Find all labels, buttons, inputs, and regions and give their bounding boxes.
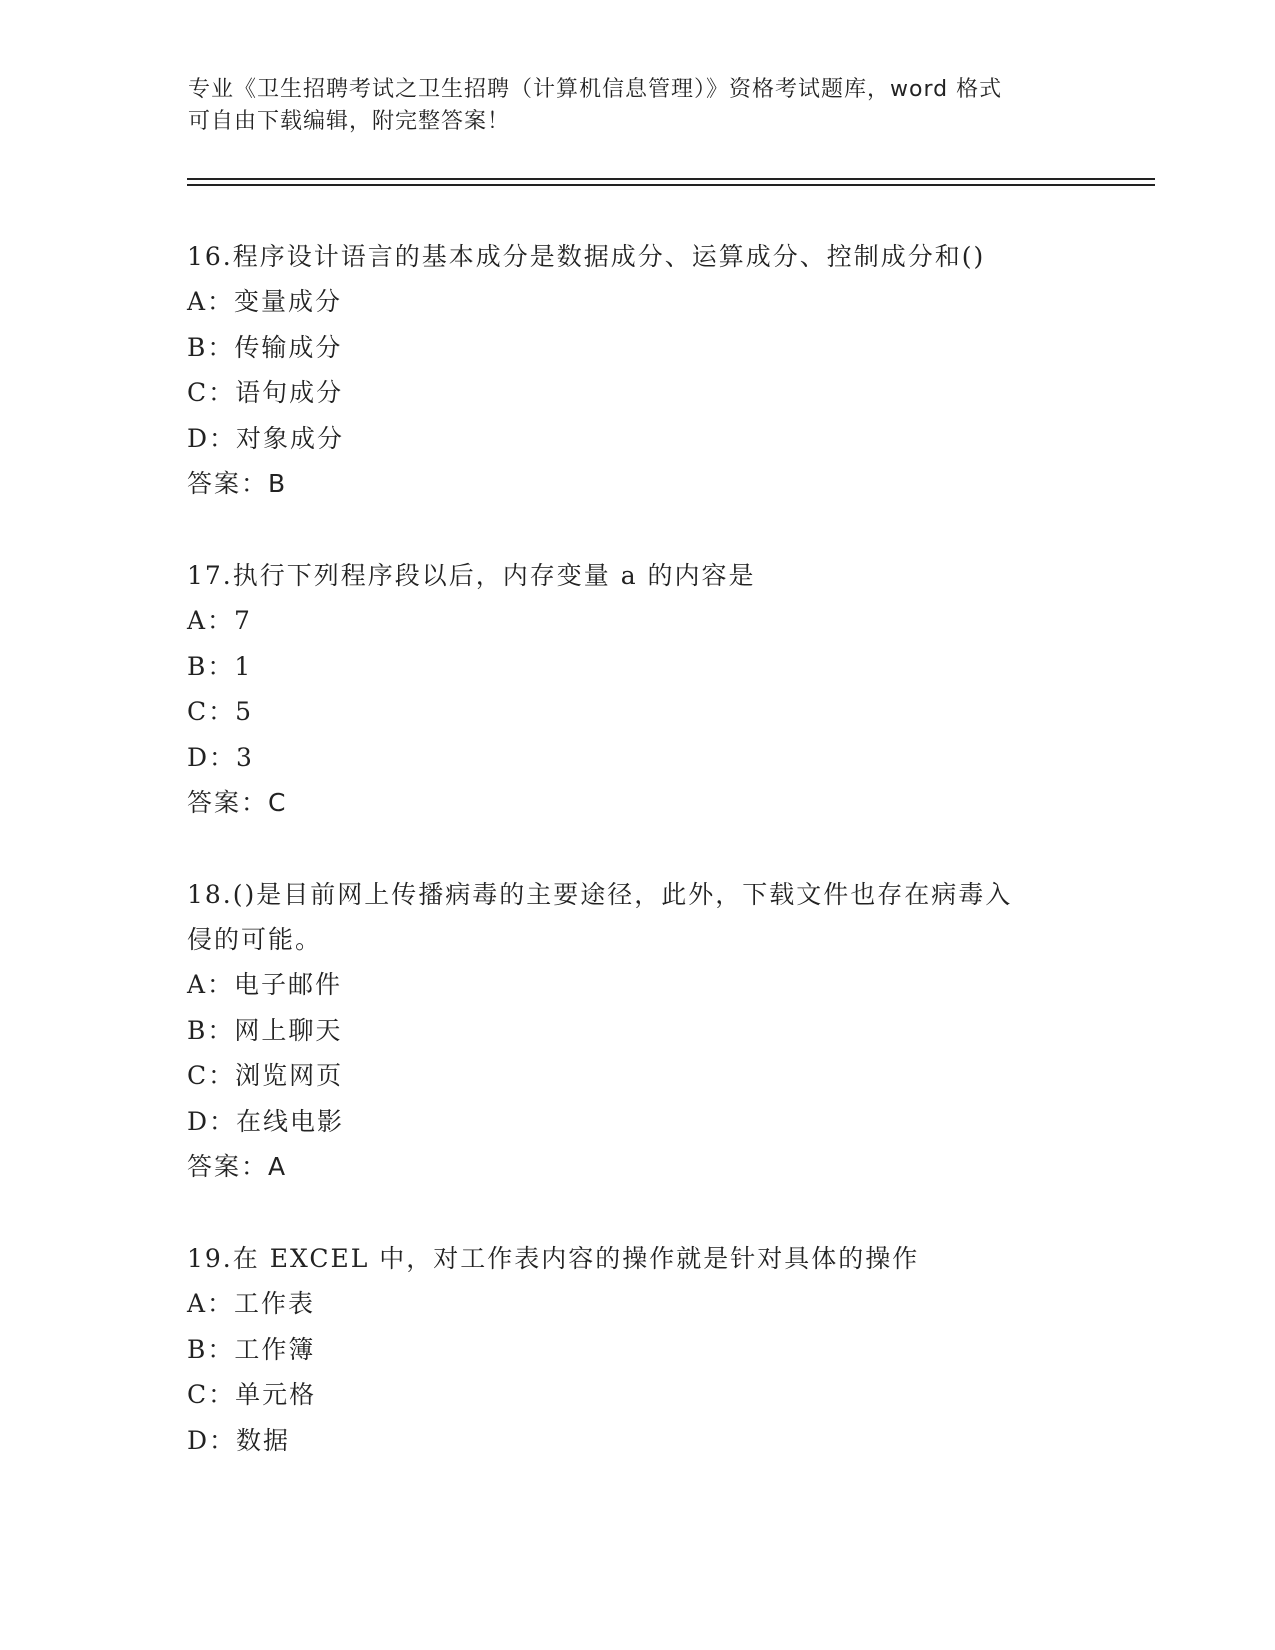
- option-d: D：对象成分: [187, 423, 345, 453]
- question-stem-line-2: 侵的可能。: [187, 925, 323, 954]
- option-a: A：电子邮件: [187, 970, 343, 999]
- option-d: D：在线电影: [187, 1106, 345, 1136]
- option-a: A：7: [187, 606, 252, 635]
- option-c: C：语句成分: [187, 378, 344, 407]
- question-19: [187, 1236, 1087, 1463]
- header-line-1: 专业《卫生招聘考试之卫生招聘（计算机信息管理）》资格考试题库，word 格式: [188, 77, 1003, 102]
- header-divider-bottom: [187, 184, 1155, 186]
- document-header: [188, 74, 1088, 138]
- option-d: D：3: [187, 742, 254, 772]
- question-18: [187, 872, 1087, 1190]
- option-a: A：工作表: [187, 1289, 316, 1318]
- answer-line: 答案：C: [187, 788, 288, 817]
- question-stem: 19.在 EXCEL 中，对工作表内容的操作就是针对具体的操作: [187, 1244, 920, 1273]
- option-b: B：1: [187, 651, 253, 681]
- option-b: B：传输成分: [187, 332, 343, 362]
- option-c: C：浏览网页: [187, 1061, 344, 1090]
- option-c: C：5: [187, 697, 254, 726]
- question-stem-line-1: 18.()是目前网上传播病毒的主要途径，此外，下载文件也存在病毒入: [187, 880, 1013, 909]
- answer-line: 答案：B: [187, 469, 288, 498]
- option-d: D：数据: [187, 1425, 291, 1455]
- option-a: A：变量成分: [187, 287, 343, 316]
- option-c: C：单元格: [187, 1380, 317, 1409]
- option-b: B：工作簿: [187, 1334, 316, 1364]
- question-16: [187, 234, 1087, 507]
- header-line-2: 可自由下载编辑，附完整答案！: [188, 109, 511, 134]
- answer-line: 答案：A: [187, 1152, 288, 1181]
- question-stem: 17.执行下列程序段以后，内存变量 a 的内容是: [187, 561, 756, 590]
- question-17: [187, 553, 1087, 826]
- question-stem: 16.程序设计语言的基本成分是数据成分、运算成分、控制成分和(): [187, 242, 986, 271]
- option-b: B：网上聊天: [187, 1015, 343, 1045]
- header-divider-top: [187, 178, 1155, 180]
